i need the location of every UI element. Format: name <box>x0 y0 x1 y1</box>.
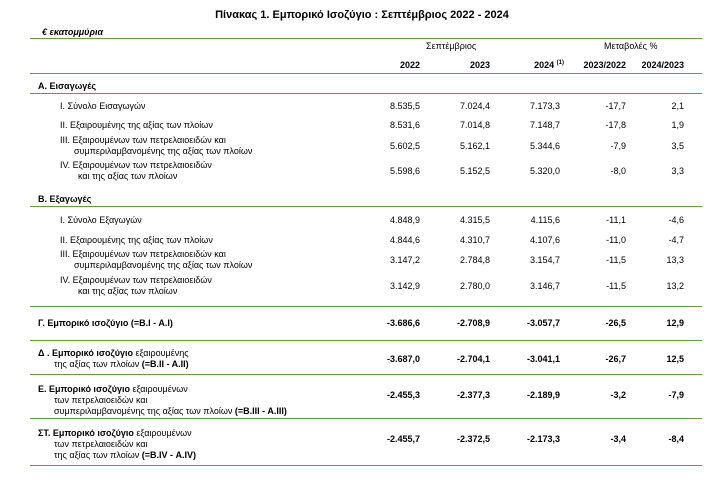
row-value: -11,0 <box>606 235 626 245</box>
row-label <box>60 120 213 131</box>
row-value: 2.784,8 <box>459 255 490 265</box>
row-value: 7.024,4 <box>459 101 490 111</box>
row-label <box>60 235 213 246</box>
row-value: 8.535,5 <box>389 101 420 111</box>
header-month: Σεπτέμβριος <box>426 41 477 51</box>
balance-line2: των πετρελαιοειδών και <box>54 439 148 449</box>
balance-line2: της αξίας των πλοίων <box>54 359 140 369</box>
row-label-line2: συμπεριλαμβανομένης της αξίας των πλοίων <box>74 260 253 270</box>
balance-value: -2.455,7 <box>386 434 420 444</box>
row-value: 2,1 <box>671 101 684 111</box>
balance-value: -2.189,9 <box>526 390 560 400</box>
row-label <box>60 249 252 271</box>
balance-title: Δ . Εμπορικό ισοζύγιο <box>38 348 133 358</box>
balance-formula: (=Β.ΙΙΙ - Α.ΙΙΙ) <box>232 406 287 416</box>
row-value: -17,8 <box>605 120 626 130</box>
header-2024-2023: 2024/2023 <box>641 60 684 70</box>
bottom-rule <box>30 465 702 466</box>
rule-before-delta <box>30 340 702 341</box>
balance-line3: της αξίας των πλοίων <box>54 450 140 460</box>
unit-label: € εκατομμύρια <box>42 27 104 37</box>
row-value: -4,7 <box>668 235 684 245</box>
section-rule-b <box>30 206 702 207</box>
row-value: 3.142,9 <box>389 281 420 291</box>
row-value: 13,2 <box>666 281 684 291</box>
row-value: 5.162,1 <box>459 141 490 151</box>
row-value: -11,5 <box>606 281 626 291</box>
row-label-line2: συμπεριλαμβανομένης της αξίας των πλοίων <box>74 146 253 156</box>
row-value: 2.780,0 <box>459 281 490 291</box>
row-value: -11,1 <box>606 215 626 225</box>
row-value: -7,9 <box>610 141 626 151</box>
row-value: 4.115,6 <box>530 215 560 225</box>
row-label-line1: I. Σύνολο Εξαγωγών <box>60 215 142 225</box>
row-label <box>60 275 212 297</box>
row-value: -4,6 <box>668 215 684 225</box>
row-value: 8.531,6 <box>389 120 420 130</box>
row-label-line1: IV. Εξαιρουμένων των πετρελαιοειδών <box>60 160 212 170</box>
row-value: 3.147,2 <box>389 255 420 265</box>
header-2023: 2023 <box>469 60 490 70</box>
row-value: 4.310,7 <box>459 235 490 245</box>
row-value: 5.320,0 <box>529 166 560 176</box>
row-label <box>60 135 252 157</box>
balance-label <box>38 428 196 461</box>
row-label-line1: II. Εξαιρουμένης της αξίας των πλοίων <box>60 235 213 245</box>
balance-value: -3,4 <box>610 434 626 444</box>
balance-value: -2.455,3 <box>386 390 420 400</box>
balance-label <box>38 384 287 417</box>
balance-value: -2.704,1 <box>456 354 490 364</box>
rule-before-epsilon <box>30 374 702 375</box>
balance-value: -3,2 <box>610 390 626 400</box>
header-2023-2022: 2023/2022 <box>583 60 626 70</box>
row-value: -17,7 <box>605 101 626 111</box>
row-label <box>60 160 212 182</box>
row-value: 7.014,8 <box>459 120 490 130</box>
header-2022: 2022 <box>399 60 420 70</box>
balance-value: -3.057,7 <box>526 318 560 328</box>
balance-value: -2.377,3 <box>456 390 490 400</box>
row-label-line2: και της αξίας των πλοίων <box>78 171 178 181</box>
balance-value: 12,9 <box>666 318 684 328</box>
balance-value: -26,7 <box>605 354 626 364</box>
section-rule-a <box>30 93 702 94</box>
row-value: 4.844,6 <box>389 235 420 245</box>
balance-title-suffix: εξαιρουμένης <box>132 348 189 358</box>
row-value: 4.315,5 <box>459 215 490 225</box>
balance-value: -8,4 <box>668 434 684 444</box>
row-value: -8,0 <box>610 166 626 176</box>
header-rule <box>30 73 702 74</box>
row-value: -11,5 <box>606 255 626 265</box>
balance-formula: (=Β.ΙΙ - Α.ΙΙ) <box>139 359 189 369</box>
balance-formula: (=Β.IV - Α.IV) <box>139 450 196 460</box>
row-value: 7.148,7 <box>529 120 560 130</box>
row-label-line1: III. Εξαιρουμένων των πετρελαιοειδών και <box>60 249 226 259</box>
header-change: Μεταβολές % <box>604 41 658 51</box>
row-value: 5.344,6 <box>529 141 560 151</box>
row-label-line1: II. Εξαιρουμένης της αξίας των πλοίων <box>60 120 213 130</box>
footnote-marker: (1) <box>556 60 564 66</box>
balance-value: -2.708,9 <box>456 318 490 328</box>
balance-title: Γ. Εμπορικό ισοζύγιο (=Β.Ι - Α.Ι) <box>38 318 173 328</box>
row-label-line1: III. Εξαιρουμένων των πετρελαιοειδών και <box>60 135 226 145</box>
row-label <box>60 215 142 226</box>
balance-value: 12,5 <box>666 354 684 364</box>
row-value: 3,5 <box>671 141 684 151</box>
header-2024-year: 2024 <box>534 60 555 70</box>
row-value: 1,9 <box>671 120 684 130</box>
row-value: 13,3 <box>666 255 684 265</box>
row-value: 5.602,5 <box>389 141 420 151</box>
top-rule <box>30 38 702 39</box>
balance-line2: των πετρελαιοειδών και <box>54 395 148 405</box>
balance-value: -3.041,1 <box>526 354 560 364</box>
rule-before-gamma <box>30 306 702 307</box>
row-label-line1: IV. Εξαιρουμένων των πετρελαιοειδών <box>60 275 212 285</box>
balance-value: -2.372,5 <box>456 434 490 444</box>
row-label-line2: και της αξίας των πλοίων <box>78 286 178 296</box>
row-value: 3.154,7 <box>529 255 560 265</box>
row-value: 5.152,5 <box>459 166 490 176</box>
row-value: 7.173,3 <box>529 101 560 111</box>
balance-line3: συμπεριλαμβανομένης της αξίας των πλοίων <box>54 406 233 416</box>
row-label <box>60 101 146 112</box>
balance-title: Ε. Εμπορικό ισοζύγιο <box>38 384 130 394</box>
row-label-line1: I. Σύνολο Εισαγωγών <box>60 101 146 111</box>
balance-label <box>38 318 173 329</box>
balance-label <box>38 348 189 370</box>
balance-value: -7,9 <box>668 390 684 400</box>
row-value: 4.848,9 <box>389 215 420 225</box>
row-value: 5.598,6 <box>389 166 420 176</box>
balance-value: -3.687,0 <box>386 354 420 364</box>
row-value: 4.107,6 <box>529 235 560 245</box>
balance-title: ΣΤ. Εμπορικό ισοζύγιο <box>38 428 134 438</box>
section-imports: Α. Εισαγωγές <box>38 81 97 91</box>
balance-title-suffix: εξαιρουμένων <box>133 428 192 438</box>
header-2024 <box>500 60 564 71</box>
balance-value: -3.686,6 <box>386 318 420 328</box>
row-value: 3,3 <box>671 166 684 176</box>
balance-title-suffix: εξαιρουμένων <box>129 384 188 394</box>
rule-before-st <box>30 418 702 419</box>
balance-value: -26,5 <box>605 318 626 328</box>
balance-value: -2.173,3 <box>526 434 560 444</box>
table-title: Πίνακας 1. Εμπορικό Ισοζύγιο : Σεπτέμβριος 2022 - 2024 <box>215 9 509 21</box>
row-value: 3.146,7 <box>529 281 560 291</box>
section-exports: Β. Εξαγωγές <box>38 194 92 204</box>
